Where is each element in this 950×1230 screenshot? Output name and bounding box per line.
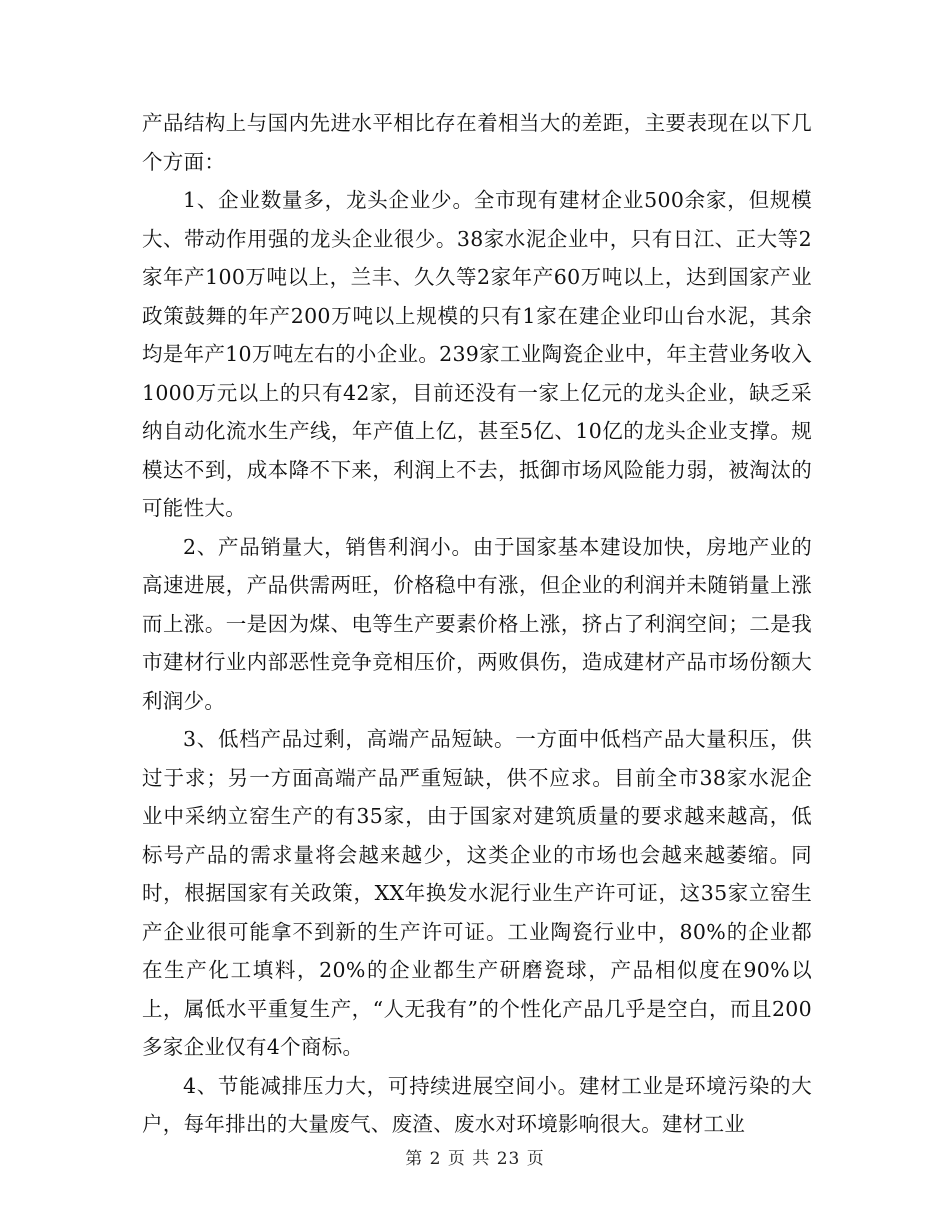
- page-number-footer: 第 2 页 共 23 页: [405, 1149, 545, 1169]
- paragraph-point-4: 4、节能减排压力大，可持续进展空间小。建材工业是环境污染的大户，每年排出的大量废气、废渣、废水对环境影响很大。建材工业: [142, 1073, 812, 1136]
- document-page: [142, 104, 812, 1144]
- paragraph-intro: 产品结构上与国内先进水平相比存在着相当大的差距，主要表现在以下几个方面：: [142, 111, 812, 174]
- paragraph-point-3: 3、低档产品过剩，高端产品短缺。一方面中低档产品大量积压，供过于求；另一方面高端产品严重短缺，供不应求。目前全市38家水泥企业中采纳立窑生产的有35家，由于国家对建筑质量的要求越来越高，低标号产品的需求量将会越来越少，这类企业的市场也会越来越萎缩。同时，根据国家有关政策，XX年换发水泥行业生产许可证，这35家立窑生产企业很可能拿不到新的生产许可证。工业陶瓷行业中，80%的企业都在生产化工填料，20%的企业都生产研磨瓷球，产品相似度在90%以上，属低水平重复生产，“人无我有”的个性化产品几乎是空白，而且200多家企业仅有4个商标。: [142, 727, 812, 1059]
- paragraph-point-1: 1、企业数量多，龙头企业少。全市现有建材企业500余家，但规模大、带动作用强的龙头企业很少。38家水泥企业中，只有日江、正大等2家年产100万吨以上，兰丰、久久等2家年产60万吨以上，达到国家产业政策鼓舞的年产200万吨以上规模的只有1家在建企业印山台水泥，其余均是年产10万吨左右的小企业。239家工业陶瓷企业中，年主营业务收入1000万元以上的只有42家，目前还没有一家上亿元的龙头企业，缺乏采纳自动化流水生产线，年产值上亿，甚至5亿、10亿的龙头企业支撑。规模达不到，成本降不下来，利润上不去，抵御市场风险能力弱，被淘汰的可能性大。: [142, 188, 812, 520]
- paragraph-point-2: 2、产品销量大，销售利润小。由于国家基本建设加快，房地产业的高速进展，产品供需两旺，价格稳中有涨，但企业的利润并未随销量上涨而上涨。一是因为煤、电等生产要素价格上涨，挤占了利润空间；二是我市建材行业内部恶性竞争竞相压价，两败俱伤，造成建材产品市场份额大利润少。: [142, 534, 812, 713]
